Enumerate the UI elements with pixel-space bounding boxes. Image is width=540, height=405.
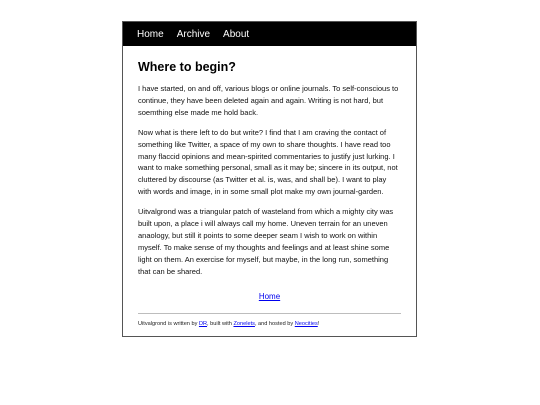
- article-paragraph-3: Uitvalgrond was a triangular patch of wasteland from which a mighty city was built upon, a place i will always call my home. Uneven terrain for an uneven anaology, but still it points to some deeper seam I wish to work on within myself. To make sense of my thoughts and feelings and at least shine some light on them. An exercise for myself, but maybe, in the long run, something that can be shared.: [138, 207, 394, 276]
- article-home-link[interactable]: Home: [258, 291, 281, 301]
- footer-author-link[interactable]: DR: [198, 320, 208, 327]
- footer-text-3: , and hosted by: [254, 320, 295, 327]
- footer-host-link[interactable]: Neocities: [294, 320, 318, 327]
- article-paragraph-2: Now what is there left to do but write? I find that I am craving the contact of something like Twitter, a space of my own to share thoughts. I have read too many flaccid opinions and mean-spirited commentaries to justify just lurking. I want to make something personal, small as it may be; sincere in its output, not cluttered by discourse (as Twitter et al. is, was, and shall be). I want to play with words and image, in in some small plot make my own journal-garden.: [138, 127, 398, 197]
- article-paragraph-1: I have started, on and off, various blogs or online journals. To self-conscious to continue, they have been deleted again and again. Writing is not hard, but soemthing else made me hold back.: [138, 84, 399, 117]
- nav-archive-link[interactable]: Archive: [176, 28, 211, 40]
- footer-text-2: , built with: [207, 320, 234, 327]
- nav-about-link[interactable]: About: [223, 28, 250, 40]
- footer-text-1: Uitvalgrond is written by: [138, 320, 199, 327]
- article-content: [123, 60, 416, 328]
- footer-text-4: !: [317, 320, 320, 327]
- footer-builder-link[interactable]: Zonelets: [233, 320, 255, 327]
- nav-home-link[interactable]: Home: [137, 28, 164, 40]
- site-footer: [138, 320, 401, 328]
- home-link-container: [138, 286, 401, 304]
- top-nav: [123, 22, 416, 46]
- article-title: Where to begin?: [138, 60, 236, 74]
- page-container: [122, 21, 417, 337]
- footer-divider: [138, 313, 401, 314]
